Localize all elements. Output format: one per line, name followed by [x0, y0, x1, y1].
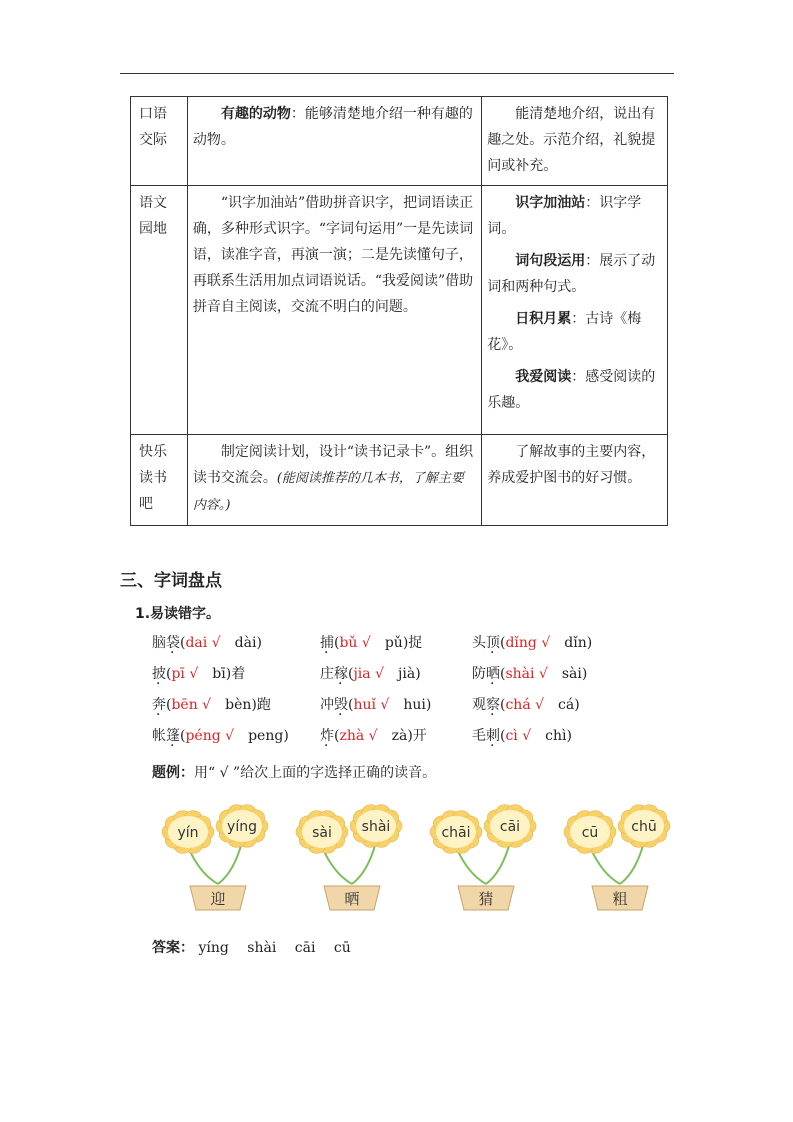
- example-text: 用“ √ ”给次上面的字选择正确的读音。: [194, 765, 437, 781]
- pot-character: 粗: [612, 890, 628, 908]
- correct-reading: bēn √: [171, 697, 212, 713]
- pinyin-option: chū: [631, 819, 657, 835]
- header-rule: [120, 73, 674, 74]
- goal-note: (能阅读推荐的几本书，了解主要内容。): [192, 471, 464, 513]
- wrong-reading: cá: [558, 697, 575, 713]
- word-item: 披(pī √ bī)着: [152, 666, 246, 682]
- key-cell: [482, 186, 668, 435]
- pinyin-option: sài: [312, 825, 332, 841]
- area-line: 读书: [139, 470, 167, 486]
- pinyin-option: shài: [361, 819, 391, 835]
- flower-illustration: [160, 802, 700, 917]
- word-item: 冲毁(huǐ √ hui): [320, 697, 432, 713]
- word-item: 捕(bǔ √ pǔ)捉: [320, 635, 423, 651]
- word-row: [152, 628, 672, 659]
- flower: [618, 805, 670, 848]
- wrong-reading: jià: [398, 666, 416, 682]
- area-line: 口语: [139, 106, 167, 122]
- correct-reading: cì √: [505, 728, 532, 744]
- pot-character: 猜: [478, 890, 494, 908]
- word-row: [152, 690, 672, 721]
- flower: [296, 811, 348, 854]
- answer-value: cū: [333, 940, 351, 956]
- example: [152, 762, 436, 782]
- flower: [564, 811, 616, 854]
- correct-reading: huǐ √: [353, 697, 390, 713]
- correct-reading: péng √: [185, 728, 235, 744]
- correct-reading: bǔ √: [339, 635, 371, 651]
- answer-label: 答案：: [152, 940, 194, 956]
- word-row: [152, 659, 672, 690]
- word-item: 观察(chá √ cá): [472, 697, 580, 713]
- word-item: 炸(zhà √ zà)开: [320, 728, 427, 744]
- stem: [352, 842, 376, 884]
- wrong-reading: bī: [212, 666, 226, 682]
- area-line: 园地: [139, 221, 167, 237]
- section-title: 三、字词盘点: [120, 571, 222, 591]
- word-item: 毛刺(cì √ chì): [472, 728, 572, 744]
- subsection-title: 1.易读错字。: [135, 606, 221, 622]
- answer: [152, 937, 365, 957]
- area-cell: [131, 435, 188, 526]
- pinyin-option: yín: [177, 825, 199, 841]
- pinyin-option: chāi: [441, 825, 471, 841]
- key-text: 了解故事的主要内容，养成爱护图书的好习惯。: [487, 444, 656, 486]
- goal-cell: [187, 186, 481, 435]
- answer-value: yíng: [198, 940, 229, 956]
- correct-reading: chá √: [505, 697, 545, 713]
- goal-text: “识字加油站”借助拼音识字，把词语读正确，多种形式识字。“字词句运用”一是先读词语，读准字音，再演一演；二是先读懂句子，再联系生活用加点词语说话。“我爱阅读”借助拼音自主阅读，交流不明白的问题。: [192, 195, 474, 315]
- table-row: [131, 186, 668, 435]
- key-text: ：识字学词。: [487, 195, 642, 237]
- key-text: ：感受阅读的乐趣。: [487, 369, 656, 411]
- table-row: [131, 435, 668, 526]
- area-line: 吧: [139, 496, 153, 512]
- area-line: 快乐: [139, 444, 167, 460]
- correct-reading: shài √: [505, 666, 548, 682]
- wrong-reading: zà: [391, 728, 408, 744]
- word-item: 头顶(dǐng √ dǐn): [472, 635, 593, 651]
- goal-cell: [187, 97, 481, 186]
- word-row: [152, 721, 672, 752]
- word-item: 奔(bēn √ bèn)跑: [152, 697, 271, 713]
- correct-reading: dǐng √: [505, 635, 551, 651]
- flower: [162, 811, 214, 854]
- goal-label: 有趣的动物: [220, 106, 291, 122]
- key-label: 我爱阅读: [515, 369, 572, 385]
- stem: [486, 842, 510, 884]
- word-list: [152, 628, 672, 752]
- area-line: 语文: [139, 195, 167, 211]
- plan-table: [130, 96, 668, 526]
- wrong-reading: dǐn: [564, 635, 587, 651]
- wrong-reading: hui: [403, 697, 426, 713]
- pot-character: 晒: [344, 890, 360, 908]
- key-label: 识字加油站: [515, 195, 586, 211]
- key-text: 能清楚地介绍，说出有趣之处。示范介绍，礼貌提问或补充。: [487, 106, 656, 174]
- area-line: 交际: [139, 132, 167, 148]
- flower: [350, 805, 402, 848]
- goal-cell: [187, 435, 481, 526]
- table-row: [131, 97, 668, 186]
- correct-reading: zhà √: [339, 728, 378, 744]
- flower: [430, 811, 482, 854]
- key-text: ：展示了动词和两种句式。: [487, 253, 656, 295]
- goal-text: ：能够清楚地介绍一种有趣的动物。: [192, 106, 473, 148]
- correct-reading: jia √: [353, 666, 385, 682]
- stem: [620, 842, 644, 884]
- wrong-reading: chì: [545, 728, 567, 744]
- key-cell: [482, 97, 668, 186]
- pinyin-option: cū: [581, 825, 599, 841]
- key-cell: [482, 435, 668, 526]
- pot-character: 迎: [210, 890, 226, 908]
- area-cell: [131, 186, 188, 435]
- area-cell: [131, 97, 188, 186]
- key-label: 日积月累: [515, 311, 572, 327]
- pinyin-option: cāi: [499, 819, 521, 835]
- wrong-reading: pǔ: [384, 635, 403, 651]
- wrong-reading: dài: [234, 635, 257, 651]
- correct-reading: dai √: [185, 635, 221, 651]
- stem: [218, 842, 242, 884]
- wrong-reading: peng: [248, 728, 284, 744]
- goal-text: 制定阅读计划，设计“读书记录卡”。组织读书交流会。: [192, 444, 474, 486]
- flower: [216, 805, 268, 848]
- pinyin-option: yíng: [227, 819, 257, 835]
- correct-reading: pī √: [171, 666, 199, 682]
- example-label: 题例：: [152, 765, 194, 781]
- answer-value: shài: [247, 940, 277, 956]
- flower: [484, 805, 536, 848]
- word-item: 庄稼(jia √ jià): [320, 666, 421, 682]
- key-label: 词句段运用: [515, 253, 586, 269]
- answer-value: cāi: [294, 940, 316, 956]
- key-text: ：古诗《梅花》。: [487, 311, 642, 353]
- wrong-reading: sài: [561, 666, 582, 682]
- wrong-reading: bèn: [225, 697, 252, 713]
- word-item: 防晒(shài √ sài): [472, 666, 588, 682]
- word-item: 脑袋(dai √ dài): [152, 635, 262, 651]
- word-item: 帐篷(péng √ peng): [152, 728, 289, 744]
